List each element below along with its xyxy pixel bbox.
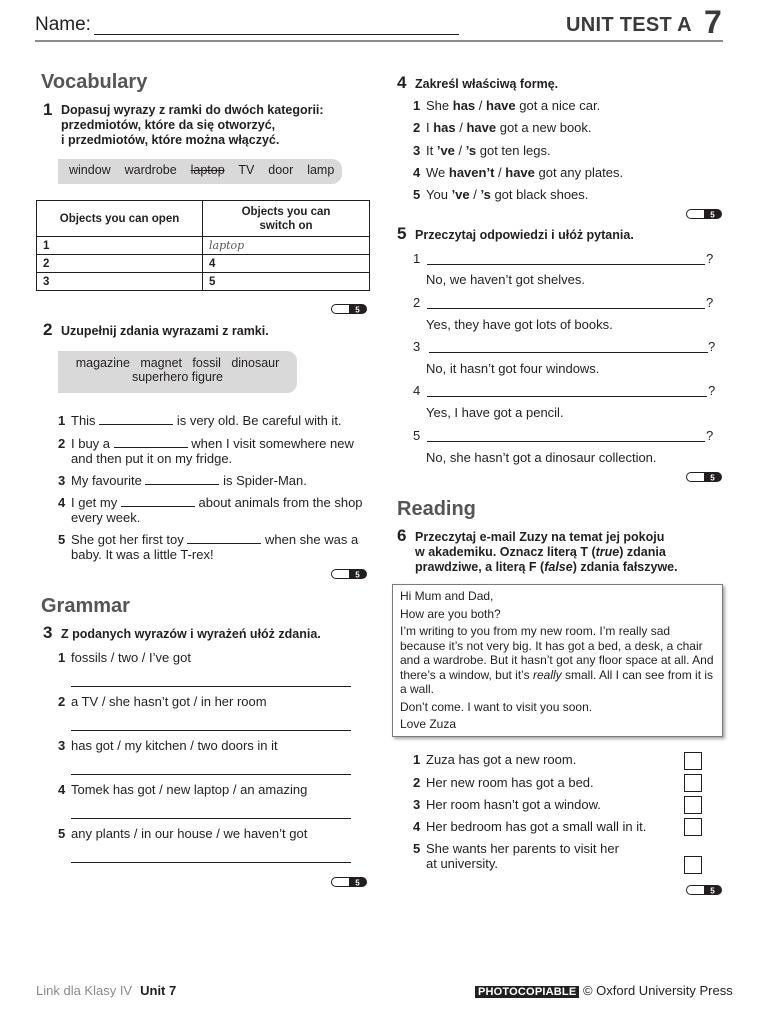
ex6-statement-5: 5 She wants her parents to visit her at university. [413, 841, 619, 871]
exercise-1-word-box [58, 159, 342, 184]
score-badge-ex5 [686, 472, 722, 482]
ex3-answer-line-1[interactable] [71, 686, 351, 687]
score-badge-ex3 [331, 877, 367, 887]
option-b[interactable]: have [505, 165, 535, 180]
answer-checkbox-2[interactable] [684, 774, 702, 792]
exercise-4-number: 4 [397, 73, 407, 92]
ex5-q-number-3: 3 [413, 339, 421, 354]
question-mark: ? [708, 383, 716, 398]
gap-field[interactable] [99, 412, 173, 425]
footer-course: Link dla Klasy IV Unit 7 [36, 983, 177, 998]
cell-switch-example: laptop [203, 237, 370, 255]
question-mark: ? [708, 339, 716, 354]
word-tv: TV [238, 163, 255, 177]
ex5-question-line-3[interactable] [429, 352, 708, 353]
option-a[interactable]: ’ve [436, 143, 455, 158]
ex5-answer-1: No, we haven’t got shelves. [426, 272, 585, 287]
ex3-item-4: 4 Tomek has got / new laptop / an amazing [58, 782, 308, 797]
question-mark: ? [706, 428, 714, 443]
ex3-answer-line-4[interactable] [71, 818, 351, 819]
email-paragraph-1: I’m writing to you from my new room. I’m really sad because it’s not very big. It has got a bed, a desk, a chair and a wardrobe. But it hasn’t got any floor space at all. And there’s a window, but it’s really small. All I can see from it is a wall. [400, 624, 714, 696]
exercise-2-instruction: Uzupełnij zdania wyrazami z ramki. [61, 324, 269, 338]
exercise-4-instruction: Zakreśl właściwą formę. [415, 77, 559, 91]
vocabulary-title: Vocabulary [41, 71, 148, 93]
email-paragraph-2: Don’t come. I want to visit you soon. [400, 699, 593, 714]
ex5-q-number-2: 2 [413, 295, 421, 310]
exercise-6-instruction: Przeczytaj e-mail Zuzy na temat jej pokoju w akademiku. Oznacz literą T (true) zdania prawdziwe, a literą F (false) zdania fałszywe. [415, 530, 678, 574]
footer-unit: Unit 7 [140, 983, 177, 998]
reading-title: Reading [397, 498, 476, 520]
answer-checkbox-4[interactable] [684, 818, 702, 836]
cell-open-1[interactable]: 1 [37, 237, 203, 255]
exercise-3-instruction: Z podanych wyrazów i wyrażeń ułóż zdania. [61, 627, 321, 641]
option-a[interactable]: has [452, 98, 476, 113]
exercise-6-number: 6 [397, 526, 407, 545]
email-text-box [392, 584, 723, 737]
gap-field[interactable] [145, 472, 219, 485]
exercise-1-number: 1 [43, 100, 53, 119]
exercise-2-number: 2 [43, 320, 53, 339]
ex3-answer-line-2[interactable] [71, 730, 351, 731]
cell-open-2[interactable]: 2 [37, 255, 203, 273]
exercise-5-instruction: Przeczytaj odpowiedzi i ułóż pytania. [415, 228, 634, 242]
cell-switch-5[interactable]: 5 [203, 273, 370, 291]
ex6-statement-4: 4 Her bedroom has got a small wall in it. [413, 819, 647, 834]
photocopiable-badge: PHOTOCOPIABLE [475, 986, 579, 998]
ex5-q-number-4: 4 [413, 383, 421, 398]
ex3-item-3: 3 has got / my kitchen / two doors in it [58, 738, 278, 753]
option-b[interactable]: ’s [465, 143, 477, 158]
exercise-2-word-box [58, 351, 297, 393]
ex3-item-1: 1 fossils / two / I’ve got [58, 650, 191, 665]
word-lamp: lamp [307, 163, 335, 177]
score-badge-ex1 [331, 304, 367, 314]
svg-text:5: 5 [710, 886, 715, 895]
table-row [37, 237, 370, 255]
exercise-1-table [36, 200, 370, 291]
ex5-question-line-4[interactable] [427, 396, 707, 397]
ex3-answer-line-3[interactable] [71, 774, 351, 775]
ex2-item-4: 4 I get my about animals from the shop every week. [58, 495, 363, 525]
exercise-5-number: 5 [397, 224, 407, 243]
ex5-answer-3: No, it hasn’t got four windows. [426, 361, 600, 376]
cell-open-3[interactable]: 3 [37, 273, 203, 291]
answer-checkbox-1[interactable] [684, 752, 702, 770]
ex4-item-2: 2 I has / have got a new book. [413, 120, 592, 135]
word-box-line2: superhero figure [131, 370, 224, 384]
ex6-statement-1: 1 Zuza has got a new room. [413, 752, 577, 767]
ex3-item-2: 2 a TV / she hasn’t got / in her room [58, 694, 267, 709]
option-a[interactable]: ’ve [451, 187, 470, 202]
word-wardrobe: wardrobe [124, 163, 177, 177]
email-signature: Love Zuza [400, 717, 457, 731]
ex5-question-line-1[interactable] [427, 264, 705, 265]
table-row [37, 255, 370, 273]
ex4-item-1: 1 She has / have got a nice car. [413, 98, 601, 113]
score-badge-ex4 [686, 209, 722, 219]
footer-copyright: PHOTOCOPIABLE © Oxford University Press [475, 983, 733, 998]
ex5-answer-2: Yes, they have got lots of books. [426, 317, 613, 332]
grammar-title: Grammar [41, 595, 130, 617]
gap-field[interactable] [114, 435, 188, 448]
option-b[interactable]: ’s [480, 187, 491, 202]
ex2-item-2: 2 I buy a when I visit somewhere new and then put it on my fridge. [58, 436, 354, 466]
option-a[interactable]: has [433, 120, 456, 135]
score-badge-ex6 [686, 885, 722, 895]
word-window: window [69, 163, 111, 177]
answer-checkbox-5[interactable] [684, 856, 702, 874]
exercise-1-instruction: Dopasuj wyrazy z ramki do dwóch kategorii: przedmiotów, które da się otworzyć, i przedmiotów, które można włączyć. [61, 103, 324, 147]
option-b[interactable]: have [466, 120, 497, 135]
cell-switch-4[interactable]: 4 [203, 255, 370, 273]
ex4-item-3: 3 It ’ve / ’s got ten legs. [413, 143, 551, 158]
ex4-item-5: 5 You ’ve / ’s got black shoes. [413, 187, 589, 202]
ex5-question-line-5[interactable] [427, 441, 705, 442]
ex5-answer-5: No, she hasn’t got a dinosaur collection. [426, 450, 657, 465]
svg-text:5: 5 [710, 473, 715, 482]
gap-field[interactable] [187, 531, 261, 544]
answer-checkbox-3[interactable] [684, 796, 702, 814]
email-greeting: Hi Mum and Dad, [400, 589, 494, 603]
question-mark: ? [706, 295, 714, 310]
ex6-statement-3: 3 Her room hasn’t got a window. [413, 797, 601, 812]
ex4-item-4: 4 We haven’t / have got any plates. [413, 165, 624, 180]
svg-text:5: 5 [710, 210, 715, 219]
ex3-answer-line-5[interactable] [71, 862, 351, 863]
header-divider [35, 40, 723, 42]
option-a[interactable]: haven’t [448, 165, 495, 180]
ex2-item-5: 5 She got her first toy when she was a baby. It was a little T-rex! [58, 532, 359, 562]
svg-text:5: 5 [355, 305, 360, 314]
ex5-q-number-1: 1 [413, 251, 421, 266]
option-b[interactable]: have [486, 98, 516, 113]
email-line: How are you both? [400, 606, 501, 621]
ex5-question-line-2[interactable] [427, 308, 705, 309]
col-objects-switch-header: Objects you can switch on [203, 201, 370, 237]
name-label: Name: [35, 14, 91, 35]
ex2-item-3: 3 My favourite is Spider-Man. [58, 473, 307, 488]
word-laptop-struck: laptop [190, 163, 225, 177]
unit-test-title: UNIT TEST A [566, 14, 692, 36]
svg-text:5: 5 [355, 570, 360, 579]
svg-text:5: 5 [355, 878, 360, 887]
word-door: door [268, 163, 294, 177]
col-objects-open-header: Objects you can open [37, 201, 203, 237]
table-row [37, 273, 370, 291]
ex3-item-5: 5 any plants / in our house / we haven’t got [58, 826, 308, 841]
unit-number: 7 [704, 4, 722, 40]
ex5-answer-4: Yes, I have got a pencil. [426, 405, 564, 420]
exercise-3-number: 3 [43, 623, 53, 642]
name-field-line[interactable] [94, 34, 459, 35]
ex2-item-1: 1 This is very old. Be careful with it. [58, 413, 342, 428]
word-box-line1: magazine magnet fossil dinosaur [75, 356, 280, 370]
ex6-statement-2: 2 Her new room has got a bed. [413, 775, 594, 790]
gap-field[interactable] [121, 494, 195, 507]
ex5-q-number-5: 5 [413, 428, 421, 443]
score-badge-ex2 [331, 569, 367, 579]
question-mark: ? [706, 251, 714, 266]
